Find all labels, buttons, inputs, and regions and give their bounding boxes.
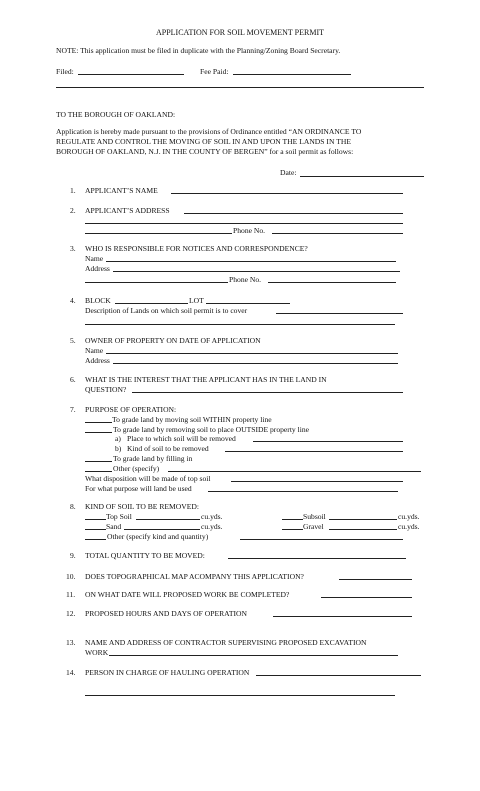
sand-check[interactable] [85,529,106,530]
header-divider [56,87,424,88]
subsoil-label: Subsoil [303,512,326,521]
hauling-label: PERSON IN CHARGE OF HAULING OPERATION [85,668,250,677]
filed-field[interactable] [78,74,184,75]
owner-name-field[interactable] [106,353,398,354]
owner-label: OWNER OF PROPERTY ON DATE OF APPLICATION [85,336,261,345]
gravel-quantity-field[interactable] [329,529,397,530]
notices-label: WHO IS RESPONSIBLE FOR NOTICES AND CORRESPONDENCE? [85,244,308,253]
purpose-outside-check[interactable] [85,432,112,433]
topsoil-label: Top Soil [106,512,132,521]
subsoil-unit: cu.yds. [398,512,420,521]
notices-name-field[interactable] [106,261,396,262]
purpose-outside-label: To grade land by removing soil to place OUTSIDE property line [113,425,310,434]
subsoil-check[interactable] [282,519,303,520]
purpose-other-check[interactable] [85,471,112,472]
sub-item-b: b) [115,444,122,453]
hauling-field[interactable] [256,675,421,676]
topsoil-disposition-field[interactable] [231,481,403,482]
topsoil-check[interactable] [85,519,106,520]
item-number: 10. [66,572,76,581]
place-removed-field[interactable] [253,441,403,442]
lot-label: LOT [189,296,204,305]
place-removed-label: Place to which soil will be removed [127,434,236,443]
owner-name-label: Name [85,346,104,355]
lot-field[interactable] [206,303,290,304]
item-number: 2. [70,206,76,215]
item-number: 14. [66,668,76,677]
purpose-fill-check[interactable] [85,461,112,462]
applicant-phone-field[interactable] [272,233,403,234]
applicant-address-field[interactable] [184,213,403,214]
completion-date-field[interactable] [321,597,412,598]
land-description-field[interactable] [276,313,403,314]
notices-name-label: Name [85,254,104,263]
gravel-unit: cu.yds. [398,522,420,531]
sand-label: Sand [106,522,122,531]
purpose-label: PURPOSE OF OPERATION: [85,405,177,414]
notices-phone-label: Phone No. [229,275,262,284]
other-soil-check[interactable] [85,539,106,540]
topo-map-label: DOES TOPOGRAPHICAL MAP ACOMPANY THIS APPLICATION? [85,572,304,581]
date-field[interactable] [300,176,424,177]
land-description-field-2[interactable] [85,324,395,325]
owner-address-label: Address [85,356,110,365]
subsoil-quantity-field[interactable] [329,519,397,520]
total-quantity-field[interactable] [228,558,406,559]
intro-line-2: REGULATE AND CONTROL THE MOVING OF SOIL IN AND UPON THE LANDS IN THE [56,137,351,146]
kind-removed-label: Kind of soil to be removed [127,444,209,453]
block-label: BLOCK [85,296,111,305]
purpose-within-label: To grade land by moving soil WITHIN property line [112,415,272,424]
sub-item-a: a) [115,434,121,443]
soil-kind-label: KIND OF SOIL TO BE REMOVED: [85,502,199,511]
total-quantity-label: TOTAL QUANTITY TO BE MOVED: [85,551,205,560]
purpose-other-label: Other (specify) [113,464,160,473]
item-number: 3. [70,244,76,253]
completion-date-label: ON WHAT DATE WILL PROPOSED WORK BE COMPLETED? [85,590,290,599]
topsoil-disposition-label: What disposition will be made of top soil [85,474,211,483]
sand-unit: cu.yds. [201,522,223,531]
applicant-address-field-3[interactable] [85,233,232,234]
purpose-fill-label: To grade land by filling in [113,454,193,463]
owner-address-field[interactable] [113,363,398,364]
fee-paid-label: Fee Paid: [200,67,229,76]
applicant-address-field-2[interactable] [85,223,403,224]
sand-quantity-field[interactable] [124,529,200,530]
notices-phone-field[interactable] [268,282,396,283]
gravel-check[interactable] [282,529,303,530]
item-number: 4. [70,296,76,305]
date-label: Date: [280,168,297,177]
kind-removed-field[interactable] [225,451,403,452]
interest-label-2: QUESTION? [85,385,127,394]
item-number: 6. [70,375,76,384]
contractor-label-1: NAME AND ADDRESS OF CONTRACTOR SUPERVISING PROPOSED EXCAVATION [85,638,367,647]
purpose-other-field[interactable] [168,471,421,472]
applicant-address-label: APPLICANT’S ADDRESS [85,206,170,215]
gravel-label: Gravel [303,522,324,531]
intro-line-3: BOROUGH OF OAKLAND, N.J. IN THE COUNTY OF BERGEN” for a soil permit as follows: [56,147,354,156]
fee-paid-field[interactable] [233,74,351,75]
notices-address-field-2[interactable] [85,282,228,283]
other-soil-field[interactable] [240,539,403,540]
applicant-phone-label: Phone No. [233,226,266,235]
block-field[interactable] [115,303,188,304]
applicant-name-field[interactable] [171,193,403,194]
operation-hours-field[interactable] [273,616,412,617]
item-number: 1. [70,186,76,195]
interest-field[interactable] [132,392,403,393]
contractor-label-2: WORK [85,648,109,657]
operation-hours-label: PROPOSED HOURS AND DAYS OF OPERATION [85,609,247,618]
item-number: 5. [70,336,76,345]
item-number: 13. [66,638,76,647]
applicant-name-label: APPLICANT’S NAME [85,186,158,195]
land-description-label: Description of Lands on which soil permit is to cover [85,306,248,315]
form-title: APPLICATION FOR SOIL MOVEMENT PERMIT [155,28,324,37]
topsoil-unit: cu.yds. [201,512,223,521]
item-number: 9. [70,551,76,560]
filing-note: NOTE: This application must be filed in duplicate with the Planning/Zoning Board Secretary. [56,46,341,55]
purpose-within-check[interactable] [85,422,112,423]
item-number: 7. [70,405,76,414]
intro-line-1: Application is hereby made pursuant to the provisions of Ordinance entitled “AN ORDINANCE TO [56,127,362,136]
notices-address-label: Address [85,264,110,273]
filed-label: Filed: [56,67,74,76]
addressee: TO THE BOROUGH OF OAKLAND: [56,110,176,119]
item-number: 8. [70,502,76,511]
interest-label-1: WHAT IS THE INTEREST THAT THE APPLICANT HAS IN THE LAND IN [85,375,327,384]
land-use-field[interactable] [208,491,398,492]
item-number: 11. [66,590,76,599]
item-number: 12. [66,609,76,618]
contractor-field[interactable] [109,655,398,656]
notices-address-field[interactable] [113,271,400,272]
topo-map-field[interactable] [339,579,412,580]
other-soil-label: Other (specify kind and quantity) [107,532,209,541]
topsoil-quantity-field[interactable] [136,519,200,520]
hauling-field-2[interactable] [85,695,395,696]
land-use-label: For what purpose will land be used [85,484,192,493]
